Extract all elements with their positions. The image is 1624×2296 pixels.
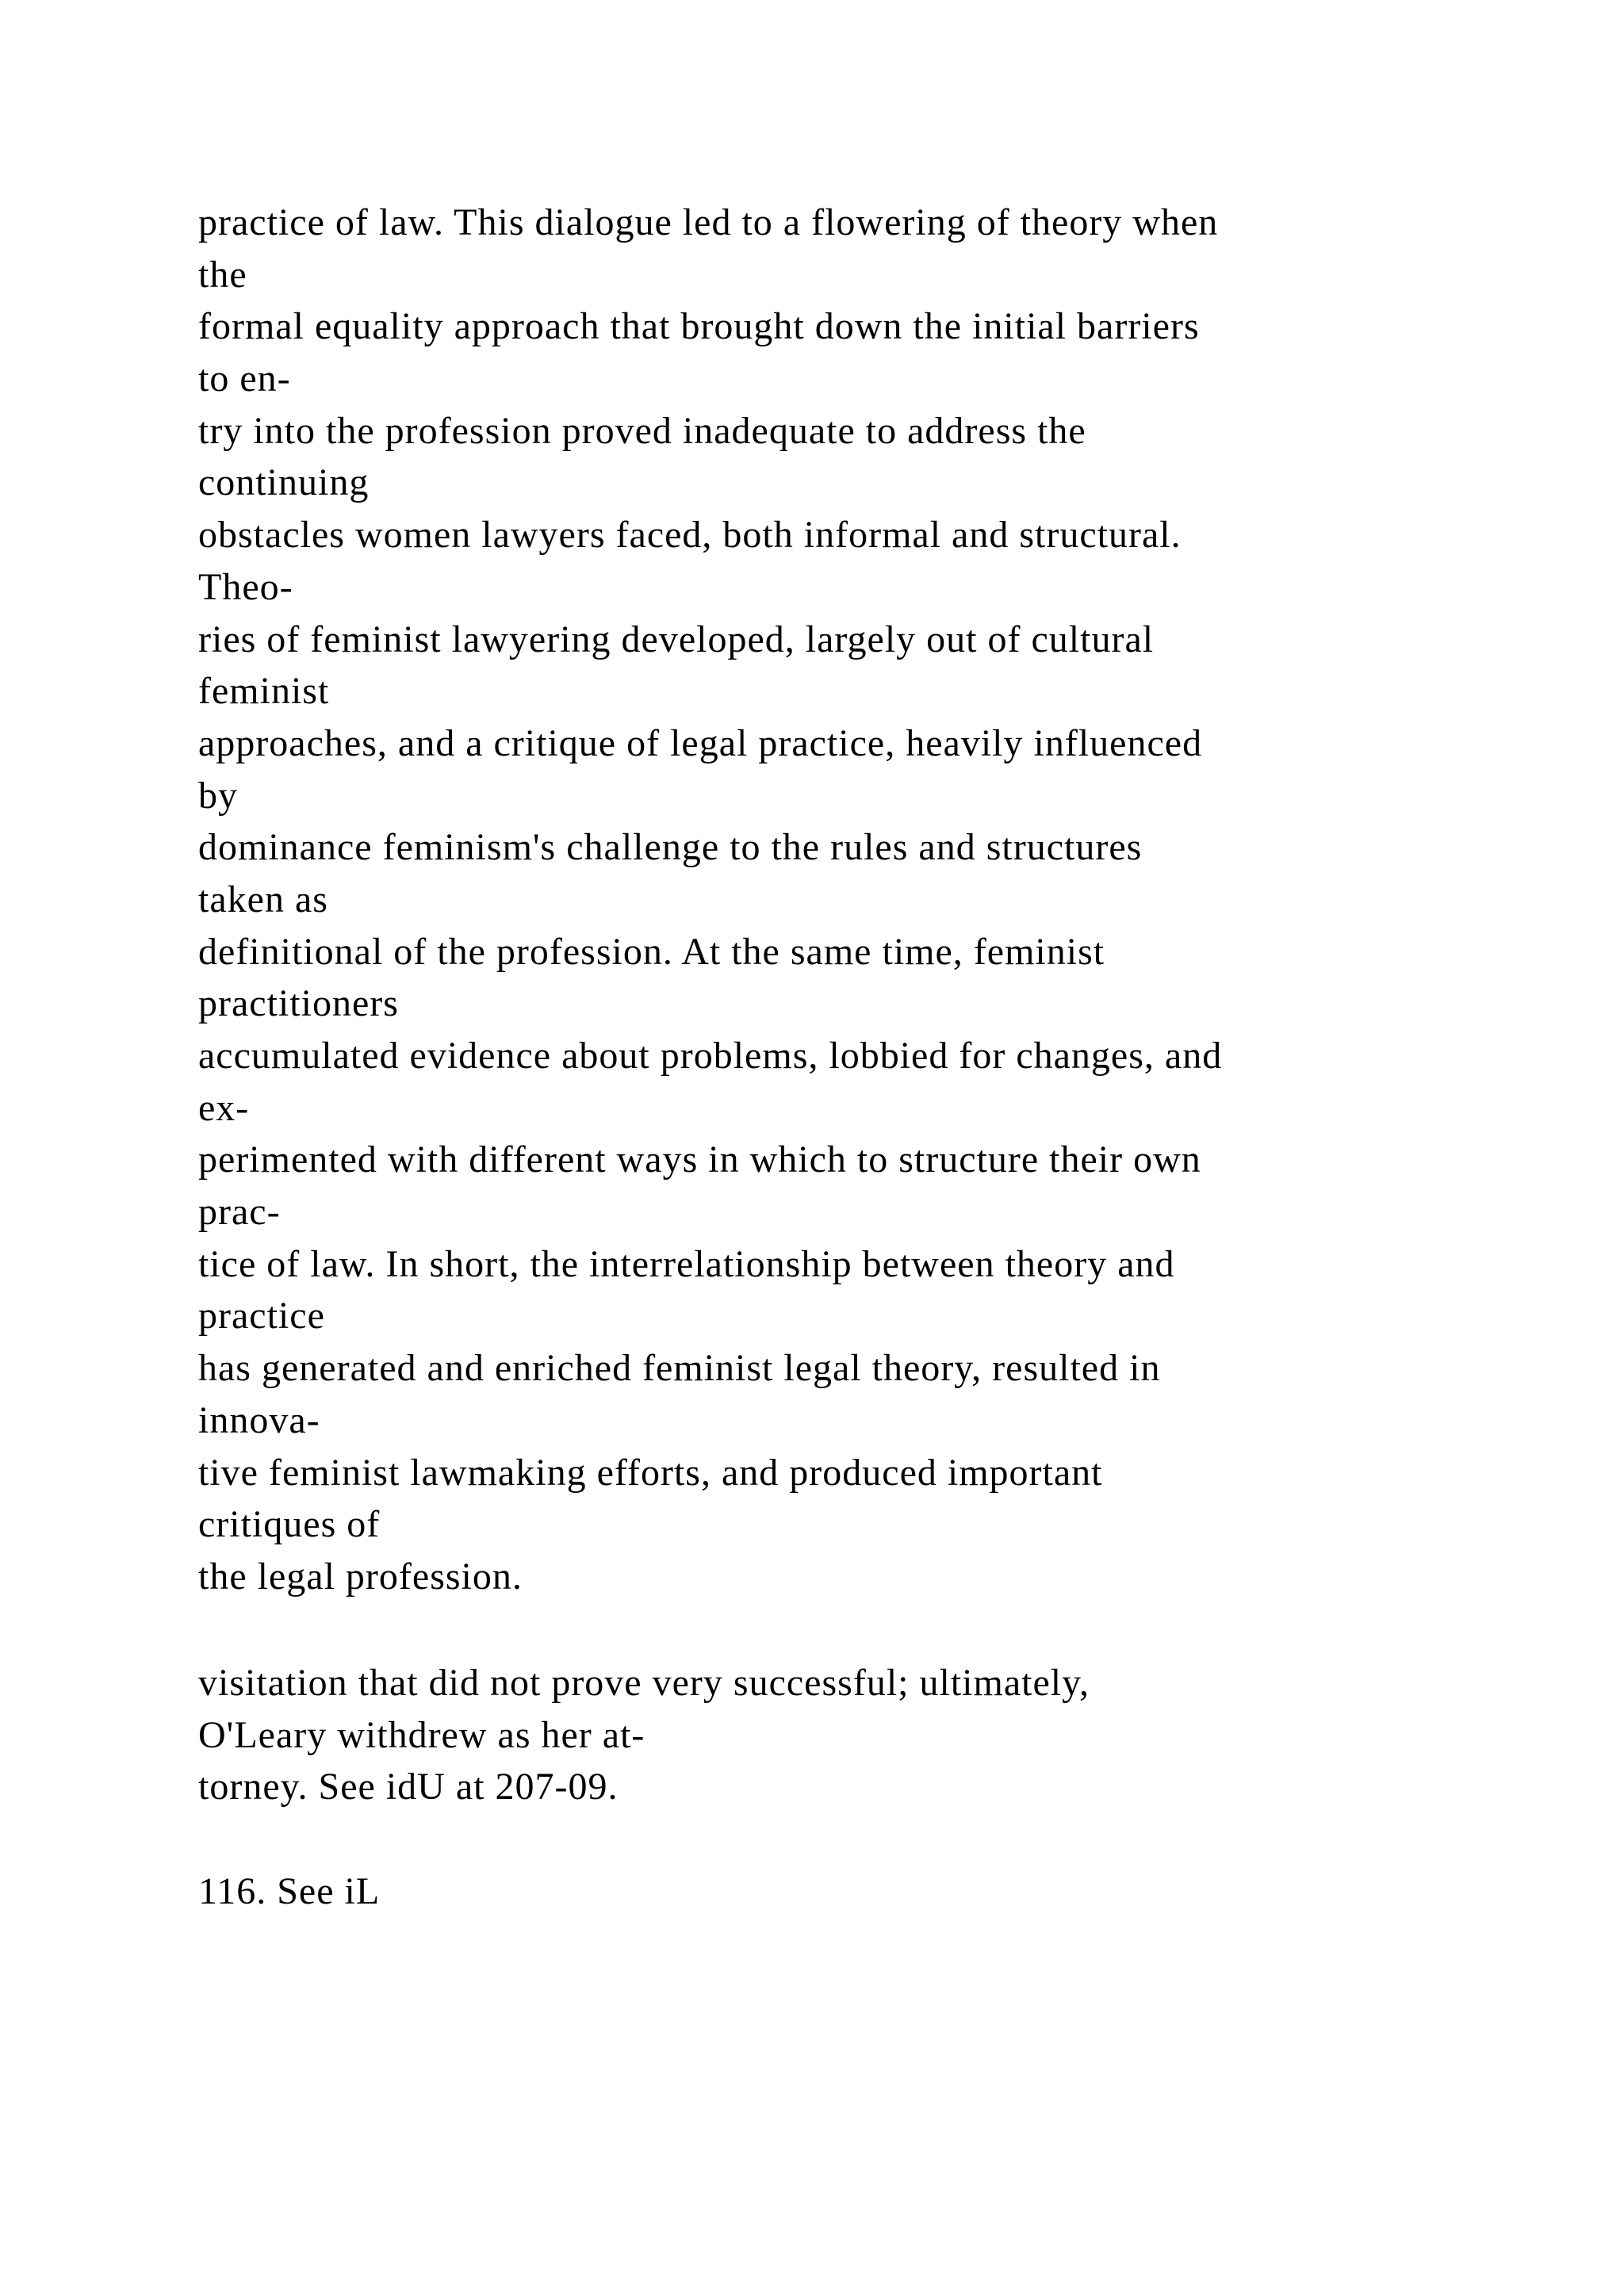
text-line: O'Leary withdrew as her at- <box>198 1713 645 1756</box>
text-line: to en- <box>198 358 291 400</box>
text-line: prac- <box>198 1191 281 1234</box>
reference-note <box>198 1866 380 1918</box>
text-line: practice of law. This dialogue led to a flowering of theory when <box>198 201 1219 243</box>
text-line: approaches, and a critique of legal practice, heavily influenced <box>198 721 1203 764</box>
text-line: torney. See idU at 207-09. <box>198 1766 619 1808</box>
text-line: ex- <box>198 1086 250 1129</box>
text-line: continuing <box>198 461 370 504</box>
text-line: dominance feminism's challenge to the rules and structures <box>198 826 1143 869</box>
text-line: definitional of the profession. At the same time, feminist <box>198 930 1105 973</box>
text-line: the legal profession. <box>198 1555 523 1598</box>
text-line: Theo- <box>198 565 293 608</box>
text-line: formal equality approach that brought down the initial barriers <box>198 305 1200 348</box>
main-paragraph <box>198 197 1222 1603</box>
text-line: tive feminist lawmaking efforts, and produced important <box>198 1451 1103 1494</box>
text-line: accumulated evidence about problems, lobbied for changes, and <box>198 1035 1223 1077</box>
text-line: obstacles women lawyers faced, both informal and structural. <box>198 514 1182 557</box>
text-line: tice of law. In short, the interrelationship between theory and <box>198 1242 1175 1285</box>
text-line: perimented with different ways in which to structure their own <box>198 1138 1201 1181</box>
text-line: critiques of <box>198 1503 381 1546</box>
text-line: taken as <box>198 878 328 920</box>
text-line: ries of feminist lawyering developed, largely out of cultural <box>198 618 1155 660</box>
text-line: feminist <box>198 670 330 713</box>
text-line: innova- <box>198 1399 320 1441</box>
text-line: the <box>198 253 247 296</box>
text-line: by <box>198 774 238 817</box>
text-line: practice <box>198 1295 325 1337</box>
text-line: practitioners <box>198 982 399 1025</box>
text-line: try into the profession proved inadequate to address the <box>198 409 1086 452</box>
footnote-paragraph <box>198 1657 1090 1813</box>
text-line: 116. See iL <box>198 1870 381 1912</box>
text-line: has generated and enriched feminist legal theory, resulted in <box>198 1347 1161 1390</box>
text-line: visitation that did not prove very successful; ultimately, <box>198 1662 1090 1704</box>
